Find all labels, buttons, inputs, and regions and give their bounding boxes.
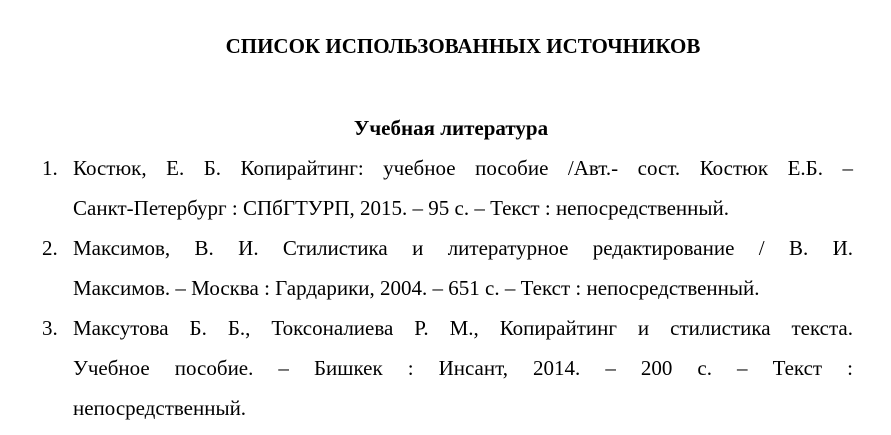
reference-text-line: Костюк, Е. Б. Копирайтинг: учебное пособие /Авт.- сост. Костюк Е.Б. –: [73, 156, 853, 180]
reference-text-line: Санкт-Петербург : СПбГТУРП, 2015. – 95 с. – Текст : непосредственный.: [73, 196, 730, 220]
section-heading: Учебная литература: [353, 116, 549, 140]
reference-text-line: Максимов, В. И. Стилистика и литературное редактирование / В. И.: [73, 236, 853, 260]
reference-text-line: непосредственный.: [73, 396, 247, 420]
reference-text-line: Максутова Б. Б., Токсоналиева Р. М., Копирайтинг и стилистика текста.: [73, 316, 853, 340]
page-title: СПИСОК ИСПОЛЬЗОВАННЫХ ИСТОЧНИКОВ: [225, 34, 701, 58]
reference-number: 1.: [42, 156, 58, 180]
reference-text-line: Максимов. – Москва : Гардарики, 2004. – 651 с. – Текст : непосредственный.: [73, 276, 760, 300]
reference-text-line: Учебное пособие. – Бишкек : Инсант, 2014. – 200 с. – Текст :: [73, 356, 853, 380]
reference-number: 2.: [42, 236, 58, 260]
reference-number: 3.: [42, 316, 58, 340]
